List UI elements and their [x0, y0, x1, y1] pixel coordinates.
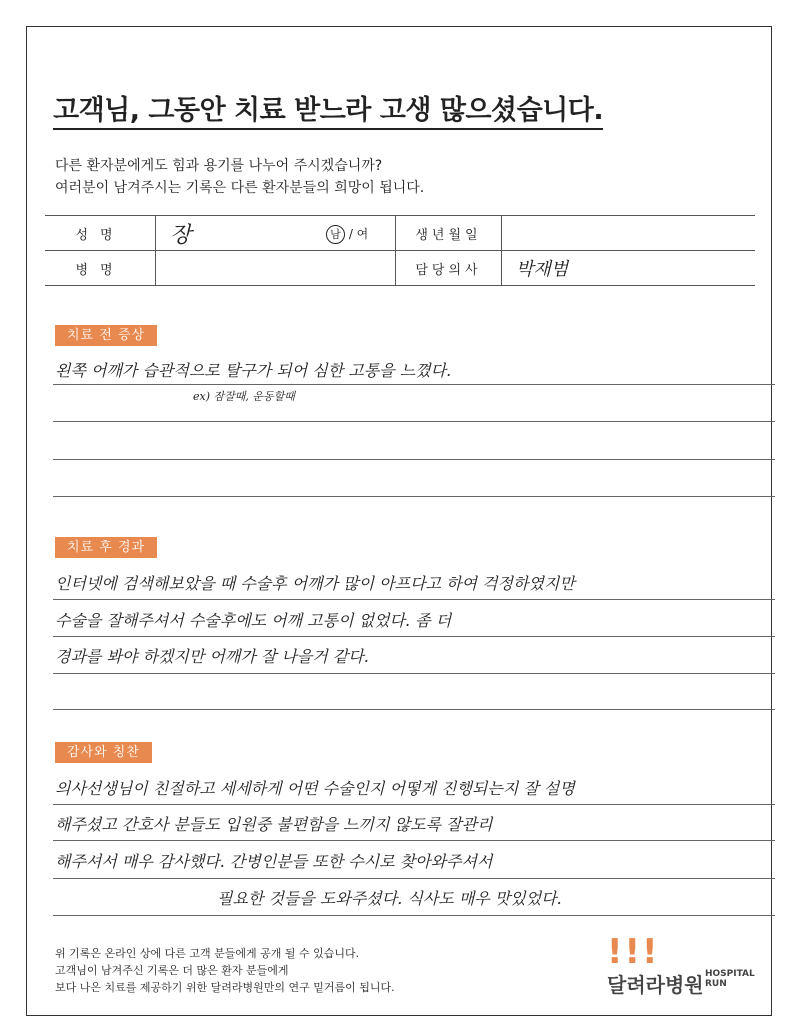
logo-hospital-name: 달려라병원	[607, 973, 704, 997]
doctor-field[interactable]: 박재범	[502, 251, 756, 286]
writing-line	[53, 384, 775, 385]
patient-info-table	[45, 215, 755, 286]
footer-notice	[55, 945, 395, 996]
footer-line-3: 보다 나은 치료를 제공하기 위한 달려라병원만의 연구 밑거름이 됩니다.	[55, 981, 395, 994]
name-label: 성명	[45, 216, 156, 251]
before-note: ex) 잠잘때, 운동할때	[193, 390, 295, 403]
section-tag-thanks: 감사와 칭찬	[55, 742, 152, 763]
writing-line	[53, 673, 775, 674]
after-line-1: 인터넷에 검색해보았을 때 수술후 어깨가 많이 아프다고 하여 걱정하였지만	[55, 574, 575, 593]
gender-male-circled[interactable]: 남	[326, 225, 345, 244]
writing-line	[53, 878, 775, 879]
doctor-label: 담당의사	[396, 251, 502, 286]
after-line-2: 수술을 잘해주셔서 수술후에도 어깨 고통이 없었다. 좀 더	[55, 611, 452, 630]
writing-line	[53, 599, 775, 600]
writing-line	[53, 636, 775, 637]
gender-female[interactable]: / 여	[348, 227, 369, 241]
birth-label: 생년월일	[396, 216, 502, 251]
info-row-name	[45, 216, 755, 251]
logo-english-bottom: RUN	[705, 979, 727, 989]
writing-line	[53, 459, 775, 460]
after-line-3: 경과를 봐야 하겠지만 어깨가 잘 나을거 같다.	[55, 647, 369, 666]
writing-line	[53, 421, 775, 422]
info-row-disease	[45, 251, 755, 286]
thanks-line-4: 필요한 것들을 도와주셨다. 식사도 매우 맛있었다.	[217, 889, 562, 908]
disease-field[interactable]	[156, 251, 396, 286]
writing-line	[53, 840, 775, 841]
form-title: 고객님, 그동안 치료 받느라 고생 많으셨습니다.	[53, 97, 603, 130]
name-value: 장	[170, 222, 192, 248]
name-field[interactable]	[156, 216, 396, 251]
thanks-line-3: 해주셔서 매우 감사했다. 간병인분들 또한 수시로 찾아와주셔서	[55, 852, 493, 871]
review-form	[26, 26, 772, 1016]
writing-line	[53, 915, 775, 916]
logo-english-top: HOSPITAL	[705, 969, 755, 979]
disease-label: 병명	[45, 251, 156, 286]
writing-line	[53, 804, 775, 805]
thanks-line-2: 해주셨고 간호사 분들도 입원중 불편함을 느끼지 않도록 잘관리	[55, 815, 493, 834]
intro-line-1: 다른 환자분에게도 힘과 용기를 나누어 주시겠습니까?	[55, 158, 383, 174]
gender-choice	[326, 225, 368, 244]
writing-line	[53, 496, 775, 497]
birth-field[interactable]	[502, 216, 756, 251]
before-line-1: 왼쪽 어깨가 습관적으로 탈구가 되어 심한 고통을 느꼈다.	[55, 361, 452, 380]
exclamation-logo-icon: !!!	[607, 932, 660, 972]
hospital-logo	[605, 932, 765, 1005]
section-tag-after: 치료 후 경과	[55, 537, 157, 558]
thanks-line-1: 의사선생님이 친절하고 세세하게 어떤 수술인지 어떻게 진행되는지 잘 설명	[55, 779, 575, 798]
logo-english-name	[705, 969, 765, 989]
intro-line-2: 여러분이 남겨주시는 기록은 다른 환자분들의 희망이 됩니다.	[55, 180, 425, 196]
section-tag-before: 치료 전 증상	[55, 325, 157, 346]
writing-line	[53, 709, 775, 710]
footer-line-2: 고객님이 남겨주신 기록은 더 많은 환자 분들에게	[55, 964, 289, 977]
footer-line-1: 위 기록은 온라인 상에 다른 고객 분들에게 공개 될 수 있습니다.	[55, 947, 360, 960]
